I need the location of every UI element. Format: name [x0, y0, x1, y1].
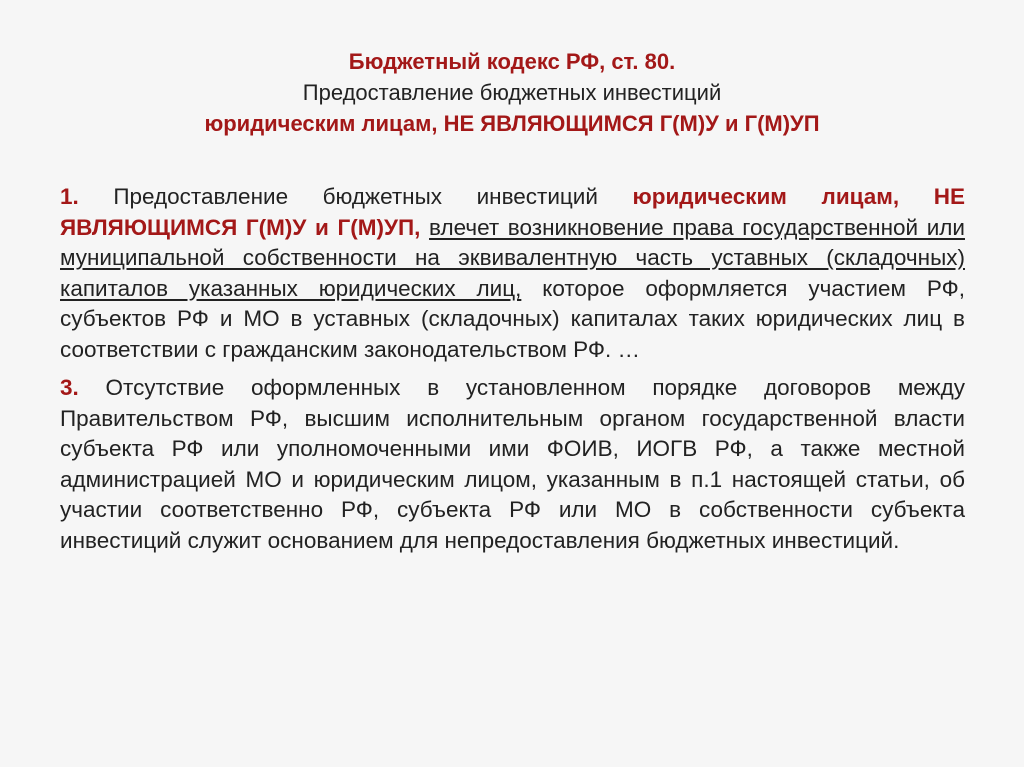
paragraph-3-number: 3. [60, 375, 79, 400]
paragraph-1-text-a: Предоставление бюджетных инвестиций [78, 184, 633, 209]
paragraph-1 [60, 182, 965, 365]
title-line-code-article: Бюджетный кодекс РФ, ст. 80. [348, 49, 676, 74]
paragraph-1-underlined: влечет возникновение права государственной или муниципальной собственности на эквивалентную часть уставных (складочных) капиталов указанных юридических лиц, [60, 214, 965, 301]
paragraph-1-text-c: которое оформляется участием РФ, субъектов РФ и МО в уставных (складочных) капиталах таких юридических лиц в соответствии с гражданским законодательством РФ. … [60, 275, 965, 362]
paragraph-1-highlight: юридическим лицам, НЕ ЯВЛЯЮЩИМСЯ Г(М)У и Г(М)УП, [60, 184, 965, 240]
paragraph-1-text-b [420, 215, 429, 240]
paragraph-3 [60, 373, 965, 556]
title-line-subject: Предоставление бюджетных инвестиций [302, 80, 722, 105]
slide-title [60, 46, 964, 139]
paragraph-3-text: Отсутствие оформленных в установленном порядке договоров между Правительством РФ, высшим исполнительным органом государственной власти субъекта РФ или уполномоченными ими ФОИВ, ИОГВ РФ, а также местной администрацией МО и юридическим лицом, указанным в п.1 настоящей статьи, об участии соответственно РФ, субъекта РФ или МО в собственности субъекта инвестиций служит основанием для непредоставления бюджетных инвестиций. [60, 375, 965, 553]
paragraph-1-number: 1. [60, 184, 79, 209]
title-line-recipients: юридическим лицам, НЕ ЯВЛЯЮЩИМСЯ Г(М)У и Г(М)УП [204, 111, 820, 136]
article-text [60, 182, 965, 564]
